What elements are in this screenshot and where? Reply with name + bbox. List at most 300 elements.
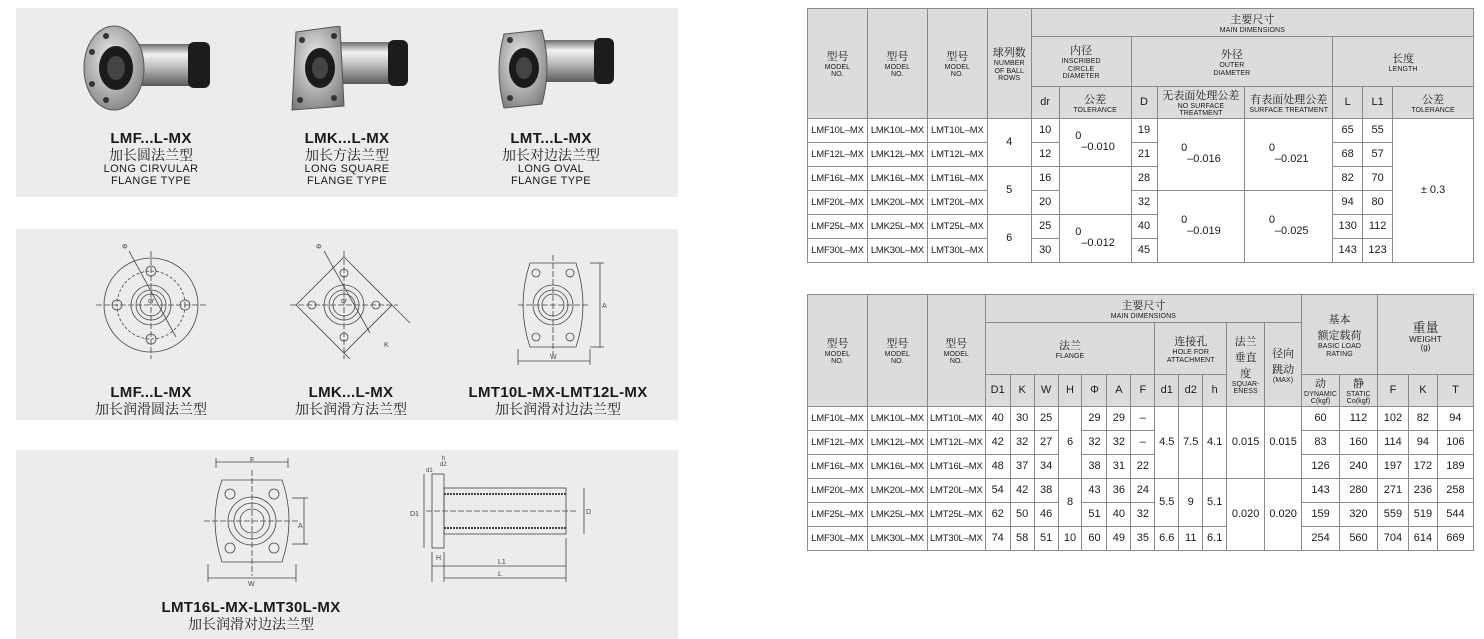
header-text: NO.: [890, 358, 904, 366]
header-text: [1269, 143, 1309, 165]
table-cell: 82: [1408, 406, 1437, 430]
header-text: –0.025: [1274, 225, 1309, 238]
table-cell: [1059, 166, 1131, 214]
product-caption-lmk: [282, 131, 412, 187]
header-text: –0.019: [1187, 225, 1221, 238]
table-cell: 6: [1058, 406, 1082, 478]
header-text: 静: [1353, 378, 1364, 390]
header-text: NO.: [949, 358, 963, 366]
table-cell: 45: [1131, 238, 1157, 262]
table-cell: 80: [1363, 190, 1393, 214]
header-text: ROWS: [998, 75, 1021, 83]
table-cell: 54: [985, 478, 1010, 502]
header-text: LENGTH: [1388, 65, 1418, 73]
table-row: [808, 454, 1474, 478]
table-cell: 112: [1340, 406, 1378, 430]
table-cell: 40: [1131, 214, 1157, 238]
table-cell: 94: [1333, 190, 1363, 214]
table-cell: 57: [1363, 142, 1393, 166]
header-text: 型号: [946, 51, 969, 63]
table-cell: LMK12L–MX: [867, 430, 927, 454]
header-text: MODEL: [824, 351, 851, 358]
table-cell: LMK25L–MX: [867, 214, 927, 238]
table-cell: 50: [1010, 502, 1034, 526]
table-cell: LMK10L–MX: [867, 406, 927, 430]
header-text: SQUAR-: [1231, 381, 1260, 388]
table-cell: 68: [1333, 142, 1363, 166]
header-text: 主要尺寸: [1121, 299, 1166, 312]
table-cell: 9: [1179, 478, 1203, 526]
model-label: LMK...L-MX: [304, 130, 390, 147]
table-cell: 112: [1363, 214, 1393, 238]
header-text: INSCRIBED: [1061, 58, 1101, 66]
table-row: [808, 238, 1474, 262]
table-cell: LMK30L–MX: [867, 526, 927, 550]
lmk-bearing-photo: [288, 26, 418, 112]
table-cell: 29: [1107, 406, 1131, 430]
no-surface-tol-header: [1157, 87, 1245, 119]
header-text: 型号: [826, 51, 849, 63]
table-cell: [1245, 190, 1333, 262]
lmt-bearing-photo: [494, 26, 624, 112]
chinese-label: 加长润滑对边法兰型: [188, 615, 314, 632]
col-a-header: A: [1107, 375, 1131, 407]
header-text: [1075, 131, 1115, 153]
table-cell: 34: [1034, 454, 1058, 478]
header-text: 径向跳动: [1272, 347, 1295, 376]
table-cell: [1157, 118, 1245, 190]
table-row: [808, 214, 1474, 238]
header-text: 有表面处理公差: [1250, 93, 1328, 106]
header-text: MAIN DIMENSIONS: [1110, 312, 1177, 320]
table-cell: 30: [1010, 406, 1034, 430]
table-cell: LMF16L–MX: [808, 454, 868, 478]
a-label: A: [298, 523, 303, 530]
table-cell: 32: [1082, 430, 1107, 454]
header-text: 公差: [1422, 93, 1445, 106]
header-text: OF BALL: [994, 67, 1024, 75]
model-label: LMT...L-MX: [510, 130, 592, 147]
english-label: LONG CIRVULAR: [103, 162, 199, 175]
hole-header: [1155, 323, 1227, 375]
table-cell: LMT12L–MX: [927, 142, 987, 166]
static-load-header: [1340, 375, 1378, 407]
chinese-label: 加长方法兰型: [305, 146, 389, 163]
table-cell: LMT16L–MX: [927, 454, 985, 478]
header-text: TOLERANCE: [1073, 106, 1117, 114]
header-text: 基本: [1328, 314, 1351, 327]
dr-header: dr: [1031, 87, 1059, 119]
table-cell: 4: [987, 118, 1031, 166]
model-header: [867, 295, 927, 407]
header-text: DIAMETER: [1213, 69, 1251, 77]
table-cell: 669: [1437, 526, 1473, 550]
col-k-header: K: [1010, 375, 1034, 407]
weight-f-header: F: [1377, 375, 1408, 407]
header-text: 额定载荷: [1317, 330, 1362, 343]
header-text: TOLERANCE: [1411, 106, 1455, 114]
dynamic-load-header: [1302, 375, 1340, 407]
col-phi-header: Φ: [1082, 375, 1107, 407]
l1-label: L1: [498, 559, 506, 566]
table-cell: 24: [1131, 478, 1155, 502]
main-dimensions-header: [985, 295, 1301, 323]
table-cell: LMT10L–MX: [927, 406, 985, 430]
front-view-drawings-panel: [16, 229, 678, 420]
table-row: [808, 430, 1474, 454]
table-cell: 559: [1377, 502, 1408, 526]
header-text: 法兰垂直度: [1234, 336, 1257, 380]
d1-small-label: d1: [426, 468, 433, 474]
col-w-header: W: [1034, 375, 1058, 407]
table-cell: 258: [1437, 478, 1473, 502]
main-dimensions-header: [1031, 9, 1473, 37]
section-caption: [146, 600, 356, 632]
table-cell: 38: [1082, 454, 1107, 478]
table-cell: LMK30L–MX: [867, 238, 927, 262]
table-cell: 4.5: [1155, 406, 1179, 478]
table-cell: LMF12L–MX: [808, 142, 868, 166]
basic-load-header: [1302, 295, 1378, 375]
model-header: [808, 9, 868, 119]
table-cell: LMF25L–MX: [808, 214, 868, 238]
table-row: [808, 526, 1474, 550]
header-text: 主要尺寸: [1230, 13, 1275, 26]
l-header: L: [1333, 87, 1363, 119]
header-text: WEIGHT: [1409, 334, 1442, 344]
table-cell: 42: [985, 430, 1010, 454]
header-text: 0: [1075, 130, 1082, 143]
table-cell: 159: [1302, 502, 1340, 526]
table-cell: 0.015: [1265, 406, 1302, 478]
table-cell: 43: [1082, 478, 1107, 502]
table-cell: 46: [1034, 502, 1058, 526]
table-cell: LMT20L–MX: [927, 478, 985, 502]
model-label: LMK...L-MX: [308, 384, 394, 401]
table-cell: 0.020: [1227, 478, 1265, 550]
table-cell: LMK25L–MX: [867, 502, 927, 526]
header-text: –0.012: [1081, 237, 1115, 250]
table-cell: 7.5: [1179, 406, 1203, 478]
table-cell: 32: [1107, 430, 1131, 454]
table-cell: LMT25L–MX: [927, 502, 985, 526]
table-cell: ± 0.3: [1393, 118, 1474, 262]
table-cell: 82: [1333, 166, 1363, 190]
section-drawing-panel: [16, 450, 678, 639]
header-text: 0: [1268, 142, 1276, 155]
table-cell: 94: [1437, 406, 1473, 430]
table-cell: 65: [1333, 118, 1363, 142]
d2-label: d2: [440, 462, 447, 468]
header-text: MODEL: [943, 351, 969, 358]
table-cell: 12: [1031, 142, 1059, 166]
outer-diameter-header: [1131, 37, 1333, 87]
chinese-label: 加长润滑方法兰型: [295, 400, 407, 417]
table-cell: –: [1131, 430, 1155, 454]
header-text: NO SURFACE TREATMENT: [1177, 103, 1225, 118]
header-text: MAIN DIMENSIONS: [1219, 26, 1285, 34]
header-text: HOLE FOR: [1172, 349, 1210, 357]
table-cell: 22: [1131, 454, 1155, 478]
product-caption-lmf: [86, 131, 216, 187]
table-cell: 55: [1363, 118, 1393, 142]
table-cell: 0.015: [1227, 406, 1265, 478]
header-text: FLANGE: [1055, 352, 1085, 360]
english-label: FLANGE TYPE: [511, 174, 591, 187]
header-text: –0.021: [1274, 153, 1309, 166]
header-text: 内径: [1070, 45, 1093, 58]
table-cell: 32: [1010, 430, 1034, 454]
table-cell: LMK20L–MX: [867, 478, 927, 502]
table-cell: LMT16L–MX: [927, 166, 987, 190]
table-cell: LMF30L–MX: [808, 526, 868, 550]
header-text: [1075, 227, 1115, 249]
header-text: (MAX): [1272, 376, 1294, 384]
table-cell: 60: [1302, 406, 1340, 430]
table-row: [808, 118, 1474, 142]
table-cell: 130: [1333, 214, 1363, 238]
table-cell: 51: [1034, 526, 1058, 550]
table-cell: 19: [1131, 118, 1157, 142]
header-text: 0: [1268, 214, 1276, 227]
oval-flange-front-drawing: [192, 454, 312, 590]
table-cell: 544: [1437, 502, 1473, 526]
h-label: H: [436, 555, 442, 562]
table-cell: LMF10L–MX: [808, 118, 868, 142]
table-cell: 29: [1082, 406, 1107, 430]
chinese-label: 加长润滑圆法兰型: [95, 400, 207, 417]
table-cell: 49: [1107, 526, 1131, 550]
english-label: LONG OVAL: [517, 162, 585, 175]
l-label: L: [498, 571, 502, 578]
table-cell: 10: [1058, 526, 1082, 550]
header-text: NO.: [950, 71, 964, 79]
table-cell: 20: [1031, 190, 1059, 214]
table-cell: 25: [1034, 406, 1058, 430]
weight-k-header: K: [1408, 375, 1437, 407]
w-label: W: [550, 354, 557, 361]
header-text: ENESS: [1233, 388, 1258, 396]
english-label: FLANGE TYPE: [307, 174, 387, 187]
table-cell: LMF30L–MX: [808, 238, 868, 262]
model-header: [867, 9, 927, 119]
col-f-header: F: [1131, 375, 1155, 407]
header-text: NO.: [891, 71, 904, 79]
flange-header: [985, 323, 1155, 375]
l1-header: L1: [1363, 87, 1393, 119]
table-cell: 48: [985, 454, 1010, 478]
table-cell: 320: [1340, 502, 1378, 526]
header-text: DYNAMIC: [1304, 391, 1338, 398]
header-text: –0.010: [1081, 141, 1115, 154]
oval-flange-drawing: [494, 255, 624, 371]
header-text: –0.016: [1187, 153, 1221, 166]
header-text: MODEL: [884, 351, 911, 358]
product-photos-panel: [16, 8, 678, 197]
table-cell: LMK16L–MX: [867, 454, 927, 478]
header-text: 球列数: [992, 47, 1026, 60]
inner-diameter-header: [1031, 37, 1131, 87]
table-cell: 35: [1131, 526, 1155, 550]
table-cell: 236: [1408, 478, 1437, 502]
table-cell: 560: [1340, 526, 1378, 550]
header-text: Co(kgf): [1346, 398, 1371, 406]
table-cell: LMK16L–MX: [867, 166, 927, 190]
a-label: A: [602, 303, 607, 310]
table-cell: 10: [1031, 118, 1059, 142]
table-cell: [1059, 214, 1131, 262]
table-row: [808, 502, 1474, 526]
table-cell: 519: [1408, 502, 1437, 526]
product-caption-lmt: [486, 131, 616, 187]
header-text: CIRCLE: [1067, 65, 1095, 73]
length-header: [1333, 37, 1474, 87]
table-cell: 74: [985, 526, 1010, 550]
header-text: OUTER: [1219, 62, 1245, 70]
table-cell: 36: [1107, 478, 1131, 502]
english-label: FLANGE TYPE: [111, 174, 191, 187]
dimensions-table: [807, 8, 1474, 263]
table-cell: 11: [1179, 526, 1203, 550]
header-text: NO.: [831, 71, 844, 79]
d-label: D: [586, 509, 592, 516]
header-text: ATTACHMENT: [1166, 356, 1215, 364]
header-text: NO.: [831, 358, 844, 366]
phi-label: Φ: [316, 244, 322, 251]
model-label: LMT10L-MX-LMT12L-MX: [468, 384, 648, 401]
table-cell: 6: [987, 214, 1031, 262]
table-cell: 30: [1031, 238, 1059, 262]
table-cell: 240: [1340, 454, 1378, 478]
col-h-hole-header: h: [1203, 375, 1227, 407]
table-cell: 27: [1034, 430, 1058, 454]
table-cell: 280: [1340, 478, 1378, 502]
tolerance-header: [1059, 87, 1131, 119]
k-label: K: [384, 342, 389, 349]
length-tolerance-header: [1393, 87, 1474, 119]
table-cell: 143: [1333, 238, 1363, 262]
table-row: [808, 166, 1474, 190]
table-row: [808, 478, 1474, 502]
table-cell: 5.5: [1155, 478, 1179, 526]
header-text: 外径: [1220, 49, 1243, 62]
table-cell: LMT30L–MX: [927, 526, 985, 550]
model-label: LMF...L-MX: [110, 384, 192, 401]
header-text: 型号: [826, 338, 849, 350]
weight-header: [1377, 295, 1473, 375]
header-text: RATING: [1326, 350, 1353, 358]
header-text: 公差: [1084, 93, 1107, 106]
header-text: 动: [1315, 378, 1327, 390]
table-cell: 25: [1031, 214, 1059, 238]
table-cell: LMT12L–MX: [927, 430, 985, 454]
table-cell: 83: [1302, 430, 1340, 454]
chinese-label: 加长润滑对边法兰型: [495, 400, 621, 417]
table-cell: 16: [1031, 166, 1059, 190]
table-cell: [1059, 118, 1131, 166]
table-cell: 114: [1377, 430, 1408, 454]
table-row: [808, 142, 1474, 166]
ball-rows-header: [987, 9, 1031, 119]
square-flange-drawing: [286, 237, 416, 359]
table-cell: 102: [1377, 406, 1408, 430]
table-cell: 106: [1437, 430, 1473, 454]
header-text: 型号: [886, 51, 909, 63]
english-label: LONG SQUARE: [304, 162, 390, 175]
d1-label: D1: [410, 511, 419, 518]
table-cell: 38: [1034, 478, 1058, 502]
table-cell: 271: [1377, 478, 1408, 502]
chinese-label: 加长对边法兰型: [502, 146, 600, 163]
d-header: D: [1131, 87, 1157, 119]
header-text: STATIC: [1346, 391, 1371, 398]
header-text: SURFACE TREATMENT: [1249, 106, 1329, 114]
w-label: W: [248, 581, 255, 588]
lmf-bearing-photo: [76, 22, 226, 114]
model-header: [808, 295, 868, 407]
header-text: [1269, 215, 1309, 237]
table-cell: 42: [1010, 478, 1034, 502]
header-text: MODEL: [884, 64, 911, 71]
surface-tol-header: [1245, 87, 1333, 119]
chinese-label: 加长圆法兰型: [109, 146, 193, 163]
header-text: 连接孔: [1174, 336, 1208, 349]
table-row: [808, 190, 1474, 214]
table-cell: 40: [1107, 502, 1131, 526]
table-cell: LMF12L–MX: [808, 430, 868, 454]
table-cell: 123: [1363, 238, 1393, 262]
weight-t-header: T: [1437, 375, 1473, 407]
col-d2-header: d2: [1179, 375, 1203, 407]
table-cell: LMK10L–MX: [867, 118, 927, 142]
table-cell: 8: [1058, 478, 1082, 526]
table-cell: 143: [1302, 478, 1340, 502]
table-cell: LMK20L–MX: [867, 190, 927, 214]
header-text: [1181, 143, 1221, 165]
table-cell: LMF10L–MX: [808, 406, 868, 430]
table-cell: 31: [1107, 454, 1131, 478]
table-cell: 32: [1131, 190, 1157, 214]
table-cell: 32: [1131, 502, 1155, 526]
table-cell: LMT20L–MX: [927, 190, 987, 214]
header-text: BASIC LOAD: [1318, 343, 1362, 351]
table-cell: 254: [1302, 526, 1340, 550]
model-label: LMT16L-MX-LMT30L-MX: [161, 599, 341, 616]
table-cell: LMF16L–MX: [808, 166, 868, 190]
flange-load-weight-table: [807, 294, 1474, 551]
table-cell: 60: [1082, 526, 1107, 550]
drawing-caption-lmf: [76, 385, 226, 417]
f-label: F: [250, 457, 255, 464]
model-label: LMF...L-MX: [110, 130, 192, 147]
dr-label: dr: [341, 298, 348, 305]
header-text: MODEL: [824, 64, 851, 71]
table-cell: LMT25L–MX: [927, 214, 987, 238]
header-text: 0: [1181, 142, 1188, 155]
drawing-caption-lmk: [276, 385, 426, 417]
table-cell: 160: [1340, 430, 1378, 454]
table-cell: LMT10L–MX: [927, 118, 987, 142]
table-cell: LMF20L–MX: [808, 478, 868, 502]
header-text: 型号: [945, 338, 968, 350]
table-cell: 6.6: [1155, 526, 1179, 550]
table-cell: 37: [1010, 454, 1034, 478]
table-cell: 172: [1408, 454, 1437, 478]
table-cell: 28: [1131, 166, 1157, 190]
col-h-header: H: [1058, 375, 1082, 407]
header-text: C(kgf): [1310, 398, 1331, 406]
phi-label: Φ: [122, 244, 128, 251]
